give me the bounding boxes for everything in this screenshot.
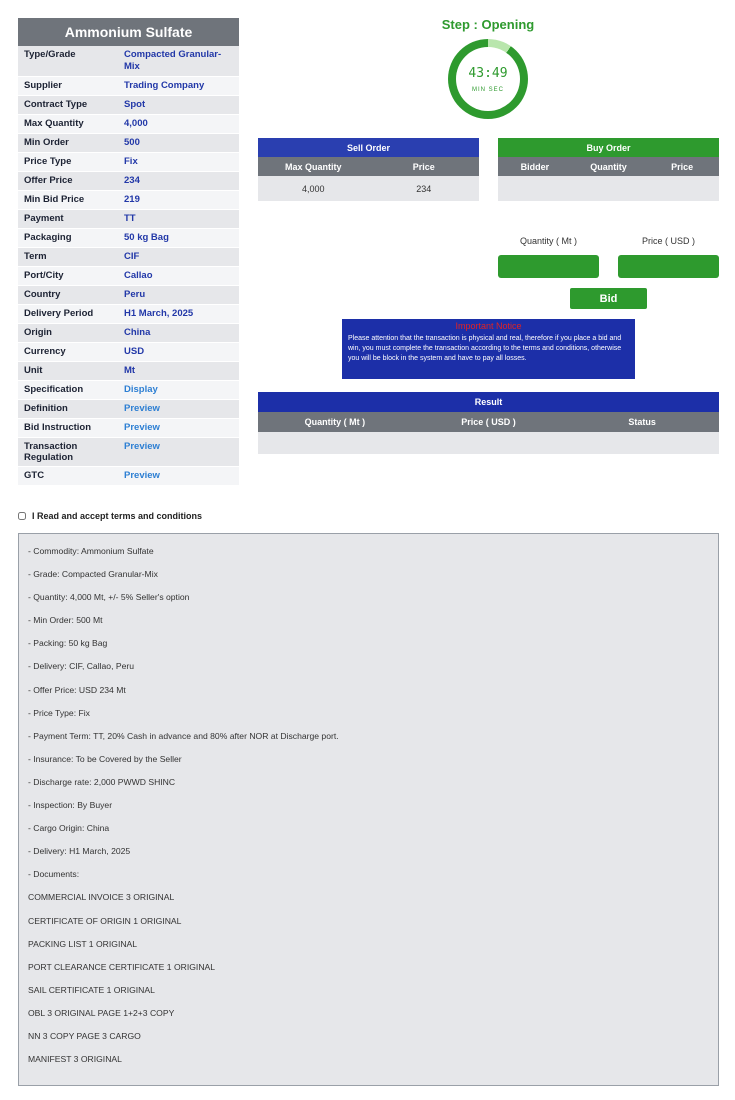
spec-row	[18, 134, 239, 153]
spec-row	[18, 343, 239, 362]
spec-row	[18, 172, 239, 191]
spec-value: H1 March, 2025	[124, 308, 194, 319]
spec-value: 50 kg Bag	[124, 232, 169, 243]
description-line: NN 3 COPY PAGE 3 CARGO	[28, 1030, 141, 1041]
column-header: Max Quantity	[284, 161, 342, 172]
result-columns	[258, 412, 719, 432]
spec-key: Offer Price	[24, 175, 73, 186]
notice-text: Please attention that the transaction is physical and real, therefore if you place a bid and win, you must complete the transaction according to the terms and conditions, otherwise you will be block in the system and have to pay all losses.	[348, 335, 622, 362]
spec-row	[18, 419, 239, 438]
spec-key: Min Order	[24, 137, 69, 148]
column-header: Quantity	[590, 161, 627, 172]
spec-row	[18, 362, 239, 381]
spec-key: Payment	[24, 213, 64, 224]
description-line: - Commodity: Ammonium Sulfate	[28, 546, 154, 556]
spec-value: USD	[124, 346, 145, 357]
spec-key: Max Quantity	[24, 118, 84, 129]
terms-checkbox[interactable]	[18, 512, 26, 520]
spec-link[interactable]: Preview	[124, 470, 160, 481]
spec-value: Trading Company	[124, 80, 205, 91]
sell-order-row	[258, 176, 479, 201]
buy-order-title: Buy Order	[498, 138, 719, 157]
spec-value: Fix	[124, 156, 138, 167]
spec-row	[18, 381, 239, 400]
description-line: - Insurance: To be Covered by the Seller	[28, 753, 182, 764]
buy-order-columns	[498, 157, 719, 176]
spec-key: Definition	[24, 403, 68, 414]
spec-value: 219	[124, 194, 140, 205]
spec-key: GTC	[24, 470, 45, 481]
price-label: Price ( USD )	[641, 236, 695, 246]
description-line: - Min Order: 500 Mt	[28, 615, 103, 626]
spec-row	[18, 210, 239, 229]
description-line: - Offer Price: USD 234 Mt	[28, 684, 126, 695]
spec-key: Country	[24, 289, 61, 300]
step-label: Step : Opening	[441, 17, 535, 32]
description-line: OBL 3 ORIGINAL PAGE 1+2+3 COPY	[28, 1007, 175, 1018]
sell-order-columns	[258, 157, 479, 176]
spec-value: Compacted Granular-Mix	[124, 49, 222, 72]
spec-link[interactable]: Preview	[124, 403, 160, 414]
spec-row	[18, 46, 239, 77]
sell-order-title: Sell Order	[258, 138, 479, 157]
spec-value: Spot	[124, 99, 146, 110]
spec-link[interactable]: Preview	[124, 441, 160, 452]
description-line: - Delivery: H1 March, 2025	[28, 846, 131, 857]
spec-row	[18, 267, 239, 286]
spec-row	[18, 77, 239, 96]
spec-link[interactable]: Preview	[124, 422, 160, 433]
spec-row	[18, 153, 239, 172]
spec-row	[18, 305, 239, 324]
description-line: - Cargo Origin: China	[28, 823, 110, 834]
spec-value: China	[124, 327, 151, 338]
spec-value: 4,000	[124, 118, 148, 129]
spec-key: Type/Grade	[24, 49, 76, 60]
spec-value: Callao	[124, 270, 153, 281]
description-line: PORT CLEARANCE CERTIFICATE 1 ORIGINAL	[28, 961, 216, 972]
spec-value: 500	[124, 137, 140, 148]
result-empty-row	[258, 432, 719, 454]
spec-key: Delivery Period	[24, 308, 94, 319]
bid-button[interactable]: Bid	[570, 288, 647, 309]
buy-order-empty-row	[498, 176, 719, 201]
description-line: - Delivery: CIF, Callao, Peru	[28, 661, 135, 672]
spec-key: Unit	[24, 365, 43, 376]
spec-key: Price Type	[24, 156, 72, 167]
column-header: Price	[412, 161, 435, 172]
column-header: Price	[671, 161, 694, 172]
spec-key: Supplier	[24, 80, 63, 91]
description-line: - Inspection: By Buyer	[28, 800, 113, 811]
terms-description	[18, 533, 719, 1086]
notice-title: Important Notice	[455, 321, 522, 331]
spec-table	[18, 18, 239, 486]
spec-key: Transaction Regulation	[24, 441, 78, 463]
countdown-timer	[448, 39, 528, 119]
spec-row	[18, 96, 239, 115]
spec-row	[18, 467, 239, 486]
spec-key: Min Bid Price	[24, 194, 85, 205]
spec-key: Port/City	[24, 270, 64, 281]
timer-time: 43:49	[468, 66, 508, 81]
terms-label: I Read and accept terms and conditions	[32, 511, 203, 521]
spec-key: Contract Type	[24, 99, 88, 110]
timer-units: MIN SEC	[471, 87, 504, 93]
description-line: - Packing: 50 kg Bag	[28, 638, 108, 649]
column-header: Price ( USD )	[461, 417, 516, 427]
spec-row	[18, 115, 239, 134]
sell-order-panel	[258, 138, 479, 201]
spec-row	[18, 286, 239, 305]
description-line: SAIL CERTIFICATE 1 ORIGINAL	[28, 984, 155, 995]
quantity-label: Quantity ( Mt )	[519, 236, 577, 246]
spec-value: CIF	[124, 251, 140, 262]
description-line: - Grade: Compacted Granular-Mix	[28, 569, 158, 580]
description-line: CERTIFICATE OF ORIGIN 1 ORIGINAL	[28, 915, 182, 926]
spec-key: Currency	[24, 346, 66, 357]
spec-row	[18, 400, 239, 419]
spec-value: Mt	[124, 365, 136, 376]
spec-link[interactable]: Display	[124, 384, 158, 395]
description-line: - Quantity: 4,000 Mt, +/- 5% Seller's option	[28, 592, 190, 603]
spec-rows	[18, 46, 239, 486]
important-notice	[342, 319, 635, 379]
spec-key: Bid Instruction	[24, 422, 92, 433]
description-line: - Discharge rate: 2,000 PWWD SHINC	[28, 776, 176, 787]
spec-row	[18, 438, 239, 467]
spec-row	[18, 324, 239, 343]
description-line: MANIFEST 3 ORIGINAL	[28, 1054, 122, 1065]
description-line: - Price Type: Fix	[28, 707, 90, 718]
sell-price: 234	[416, 183, 432, 194]
quantity-input[interactable]	[498, 255, 599, 278]
spec-value: TT	[124, 213, 136, 224]
spec-key: Packaging	[24, 232, 72, 243]
result-title: Result	[258, 392, 719, 412]
description-line: - Documents:	[28, 869, 80, 880]
spec-row	[18, 229, 239, 248]
spec-key: Term	[24, 251, 47, 262]
spec-key: Specification	[24, 384, 84, 395]
buy-order-panel	[498, 138, 719, 201]
spec-value: Peru	[124, 289, 146, 300]
result-panel	[258, 392, 719, 454]
description-line: - Payment Term: TT, 20% Cash in advance and 80% after NOR at Discharge port.	[28, 730, 339, 741]
product-title: Ammonium Sulfate	[18, 18, 239, 46]
terms-checkbox-row[interactable]	[18, 511, 202, 521]
description-line: COMMERCIAL INVOICE 3 ORIGINAL	[28, 892, 175, 903]
column-header: Bidder	[520, 161, 550, 172]
spec-key: Origin	[24, 327, 52, 338]
price-input[interactable]	[618, 255, 719, 278]
description-line: PACKING LIST 1 ORIGINAL	[28, 938, 138, 949]
sell-max-quantity: 4,000	[301, 183, 325, 194]
spec-value: 234	[124, 175, 140, 186]
spec-row	[18, 191, 239, 210]
column-header: Status	[628, 417, 656, 427]
column-header: Quantity ( Mt )	[304, 417, 366, 427]
spec-row	[18, 248, 239, 267]
